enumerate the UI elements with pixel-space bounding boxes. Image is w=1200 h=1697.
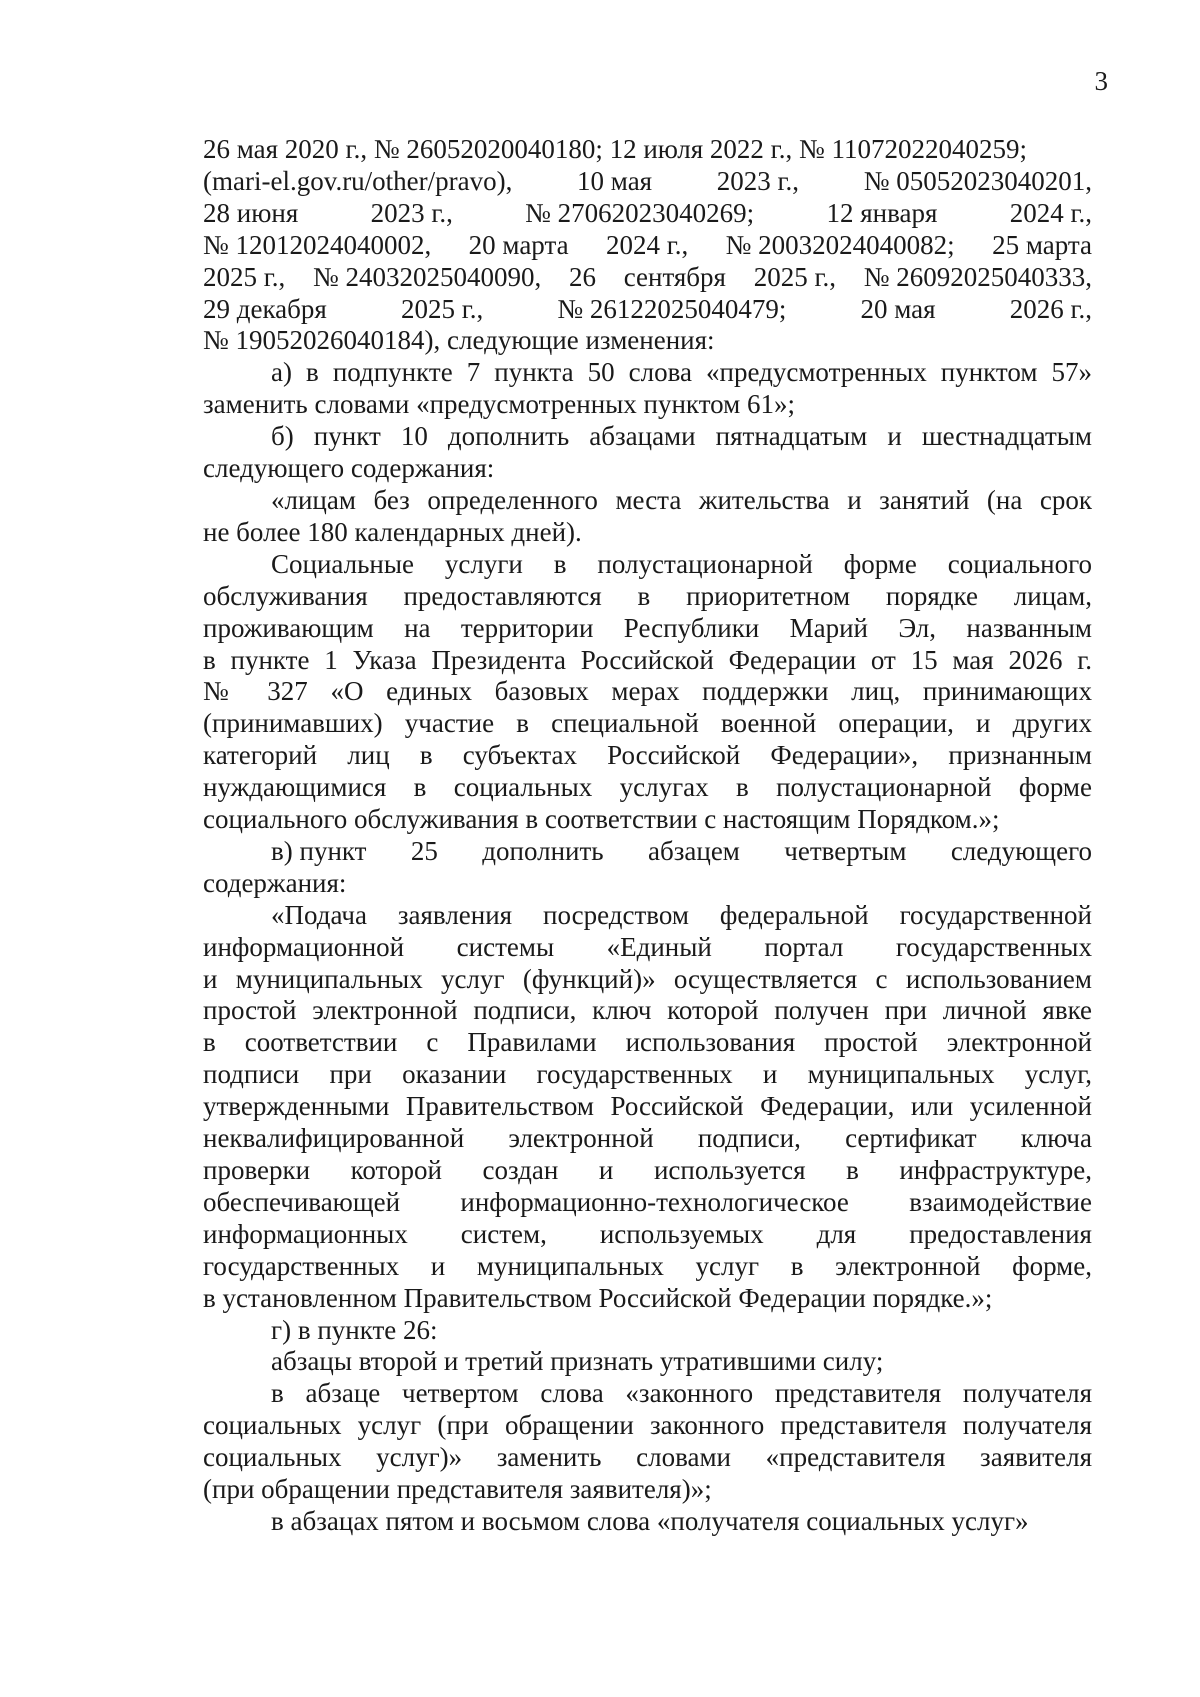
text-word: в) пункт xyxy=(271,835,367,866)
page-number: 3 xyxy=(1094,66,1108,96)
text-word: неквалифицированной xyxy=(203,1123,465,1154)
text-word: абзацем xyxy=(648,835,740,866)
text-line: социальных услуг)» заменить словами «представителя заявителя xyxy=(203,1442,1092,1473)
text-word: № 26122025040479; xyxy=(557,293,787,324)
text-word: 2024 г., xyxy=(1009,197,1092,228)
text-word: 28 июня xyxy=(203,197,299,228)
text-line: в пункте 1 Указа Президента Российской Федерации от 15 мая 2026 г. xyxy=(203,644,1092,675)
text-word: которой xyxy=(350,1155,442,1185)
text-line: не более 180 календарных дней). xyxy=(203,516,582,547)
text-line: Социальные услуги в полустационарной форме социального xyxy=(271,548,1092,579)
text-line xyxy=(203,262,1092,294)
text-word: ключа xyxy=(1020,1123,1092,1154)
text-word: 20 марта xyxy=(468,229,569,260)
text-word: и xyxy=(598,1155,614,1185)
text-word: № 12012024040002, xyxy=(203,229,432,260)
text-word: 2025 г., xyxy=(203,261,286,292)
text-word: № 26092025040333, xyxy=(863,261,1092,292)
text-word: информационных xyxy=(203,1218,408,1249)
text-line: и муниципальных услуг (функций)» осуществляется с использованием xyxy=(203,963,1092,994)
text-word: четвертым xyxy=(784,835,907,866)
text-line: № 19052026040184), следующие изменения: xyxy=(203,325,715,356)
text-line: содержания: xyxy=(203,867,347,898)
text-line xyxy=(203,1219,1092,1251)
text-word: создан xyxy=(482,1155,559,1185)
text-word: № 20032024040082; xyxy=(725,229,955,260)
text-word: для xyxy=(816,1218,857,1249)
text-line xyxy=(203,134,1092,166)
text-line: (принимавших) участие в специальной военной операции, и других xyxy=(203,708,1092,739)
text-word: № 05052023040201, xyxy=(863,165,1092,196)
text-line: категорий лиц в субъектах Российской Федерации», признанным xyxy=(203,740,1092,771)
text-word: взаимодействие xyxy=(909,1186,1092,1217)
text-line xyxy=(203,1123,1092,1155)
text-word: используется xyxy=(653,1155,806,1185)
text-line xyxy=(203,166,1092,198)
text-line: обслуживания предоставляются в приоритетном порядке лицам, xyxy=(203,580,1092,611)
text-line xyxy=(203,932,1092,964)
text-word: системы xyxy=(456,931,555,962)
text-line: в соответствии с Правилами использования простой электронной xyxy=(203,1027,1092,1058)
text-line xyxy=(203,1187,1092,1219)
text-line: в абзаце четвертом слова «законного представителя получателя xyxy=(271,1378,1092,1409)
text-line: следующего содержания: xyxy=(203,453,495,484)
text-word: № 27062023040269; xyxy=(525,197,755,228)
text-line: г) в пункте 26: xyxy=(271,1314,438,1345)
text-line: проживающим на территории Республики Марий Эл, названным xyxy=(203,612,1092,643)
text-word: 20 мая xyxy=(860,293,936,324)
text-line: социальных услуг (при обращении законного представителя получателя xyxy=(203,1410,1092,1441)
text-word: 25 марта xyxy=(992,229,1092,260)
text-word: 2023 г., xyxy=(370,197,453,228)
text-word: «Единый xyxy=(606,931,712,962)
text-line xyxy=(203,294,1092,326)
text-word: систем, xyxy=(460,1218,547,1249)
text-line: в абзацах пятом и восьмом слова «получателя социальных услуг» xyxy=(271,1505,1029,1536)
text-word: 25 xyxy=(410,835,438,866)
text-line xyxy=(203,230,1092,262)
text-word: 29 декабря xyxy=(203,293,327,324)
text-line: простой электронной подписи, ключ которой получен при личной явке xyxy=(203,995,1092,1026)
text-word: подписи, xyxy=(697,1123,801,1154)
text-line: в установленном Правительством Российской Федерации порядке.»; xyxy=(203,1282,993,1313)
text-line: а) в подпункте 7 пункта 50 слова «предусмотренных пунктом 57» xyxy=(271,357,1092,388)
text-line: утвержденными Правительством Российской Федерации, или усиленной xyxy=(203,1091,1092,1122)
text-line: государственных и муниципальных услуг в электронной форме, xyxy=(203,1250,1092,1281)
text-word: проверки xyxy=(203,1155,311,1185)
text-line xyxy=(203,836,1092,868)
text-line: заменить словами «предусмотренных пунктом 61»; xyxy=(203,389,795,420)
text-line: абзацы второй и третий признать утратившими силу; xyxy=(271,1346,884,1377)
text-word: сентября xyxy=(623,261,726,292)
text-word: следующего xyxy=(950,835,1092,866)
text-word: государственных xyxy=(895,931,1092,962)
text-line: № 327 «О единых базовых мерах поддержки лиц, принимающих xyxy=(203,676,1092,707)
text-line: «лицам без определенного места жительства и занятий (на срок xyxy=(271,484,1092,515)
text-line: б) пункт 10 дополнить абзацами пятнадцатым и шестнадцатым xyxy=(271,421,1092,452)
text-word: 12 января xyxy=(826,197,938,228)
text-word: 26 мая 2020 г., № 26052020040180; 12 июля 2022 г., № 11072022040259; xyxy=(203,134,1027,164)
text-word: 2024 г., xyxy=(605,229,689,260)
text-line: социального обслуживания в соответствии с настоящим Порядком.»; xyxy=(203,804,1000,835)
text-word: сертификат xyxy=(845,1123,977,1154)
text-word: 10 мая xyxy=(577,165,653,196)
text-word: используемых xyxy=(599,1218,764,1249)
text-word: предоставления xyxy=(909,1218,1092,1249)
text-line: подписи при оказании государственных и муниципальных услуг, xyxy=(203,1059,1092,1090)
text-word: портал xyxy=(764,931,844,962)
text-line: (при обращении представителя заявителя)»; xyxy=(203,1474,712,1505)
text-word: дополнить xyxy=(482,835,604,866)
text-word: № 24032025040090, xyxy=(313,261,542,292)
text-word: (mari-el.gov.ru/other/pravo), xyxy=(203,165,513,196)
text-word: информационно-технологическое xyxy=(460,1186,849,1217)
text-word: электронной xyxy=(508,1123,654,1154)
text-word: 2025 г., xyxy=(400,293,484,324)
text-word: 26 xyxy=(568,261,596,292)
text-word: информационной xyxy=(203,931,405,962)
text-word: инфраструктуре, xyxy=(899,1155,1092,1185)
text-word: 2025 г., xyxy=(753,261,836,292)
text-word: обеспечивающей xyxy=(203,1186,401,1217)
text-line xyxy=(203,198,1092,230)
document-body xyxy=(203,134,1092,1538)
text-line: «Подача заявления посредством федеральной государственной xyxy=(271,899,1092,930)
text-line xyxy=(203,1155,1092,1187)
text-word: 2026 г., xyxy=(1009,293,1092,324)
text-word: в xyxy=(846,1155,859,1185)
text-word: 2023 г., xyxy=(716,165,800,196)
text-line: нуждающимися в социальных услугах в полустационарной форме xyxy=(203,772,1092,803)
